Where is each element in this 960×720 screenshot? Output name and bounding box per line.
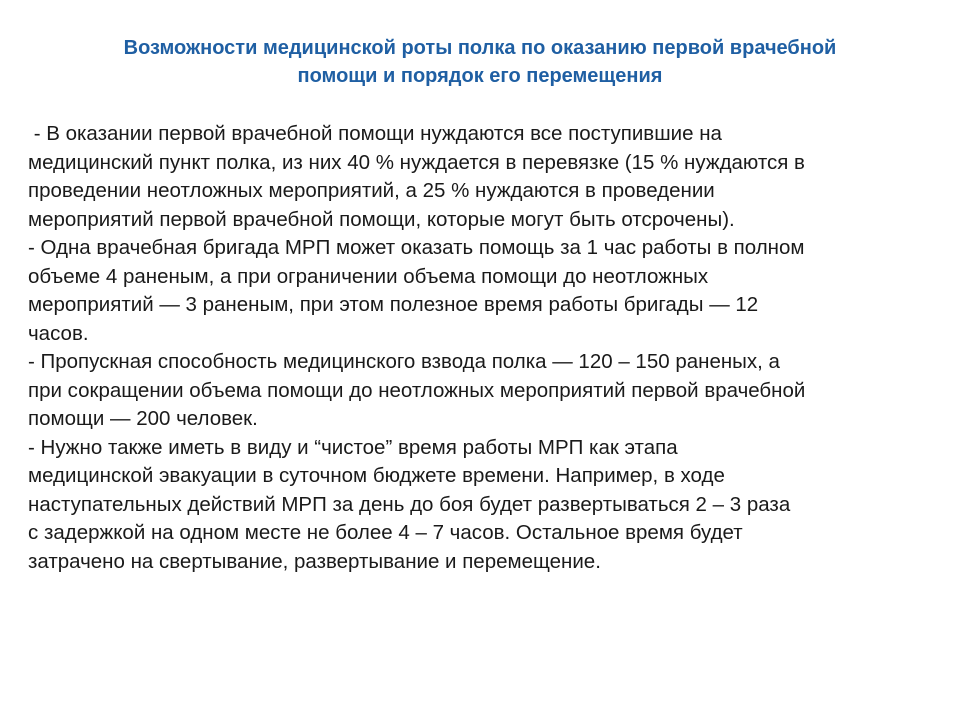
paragraph-brigade-capacity [28, 234, 940, 348]
text-line: мероприятий — 3 раненым, при этом полезное время работы бригады — 12 [28, 293, 759, 316]
paragraph-first-aid-need [28, 120, 940, 234]
slide-title-line: помощи и порядок его перемещения [297, 65, 663, 87]
text-line: часов. [28, 321, 89, 345]
text-line: проведении неотложных мероприятий, а 25 % нуждаются в проведении [28, 179, 715, 202]
paragraph-throughput [28, 348, 940, 434]
text-line: помощи — 200 человек. [28, 407, 258, 430]
text-line: наступательных действий МРП за день до боя будет развертываться 2 – 3 раза [28, 492, 791, 516]
text-line: медицинский пункт полка, из них 40 % нуждается в перевязке (15 % нуждаются в [28, 150, 805, 174]
text-line: - Пропускная способность медицинского взвода полка — 120 – 150 раненых, а [28, 350, 780, 373]
text-line: - Одна врачебная бригада МРП может оказать помощь за 1 час работы в полном [28, 236, 805, 259]
text-line: объеме 4 раненым, а при ограничении объема помощи до неотложных [28, 264, 709, 288]
text-line: - Нужно также иметь в виду и “чистое” время работы МРП как этапа [28, 435, 678, 459]
text-line: затрачено на свертывание, развертывание и перемещение. [28, 549, 601, 573]
slide-title-line: Возможности медицинской роты полка по оказанию первой врачебной [123, 37, 837, 59]
text-line: медицинской эвакуации в суточном бюджете времени. Например, в ходе [28, 464, 725, 487]
text-line: с задержкой на одном месте не более 4 – 7 часов. Остальное время будет [28, 521, 743, 544]
slide-body [28, 120, 940, 576]
text-line: при сокращении объема помощи до неотложных мероприятий первой врачебной [28, 378, 806, 402]
paragraph-working-time [28, 434, 940, 577]
slide-title [40, 34, 920, 90]
text-line: - В оказании первой врачебной помощи нуждаются все поступившие на [28, 122, 722, 145]
text-line: мероприятий первой врачебной помощи, которые могут быть отсрочены). [28, 207, 735, 231]
